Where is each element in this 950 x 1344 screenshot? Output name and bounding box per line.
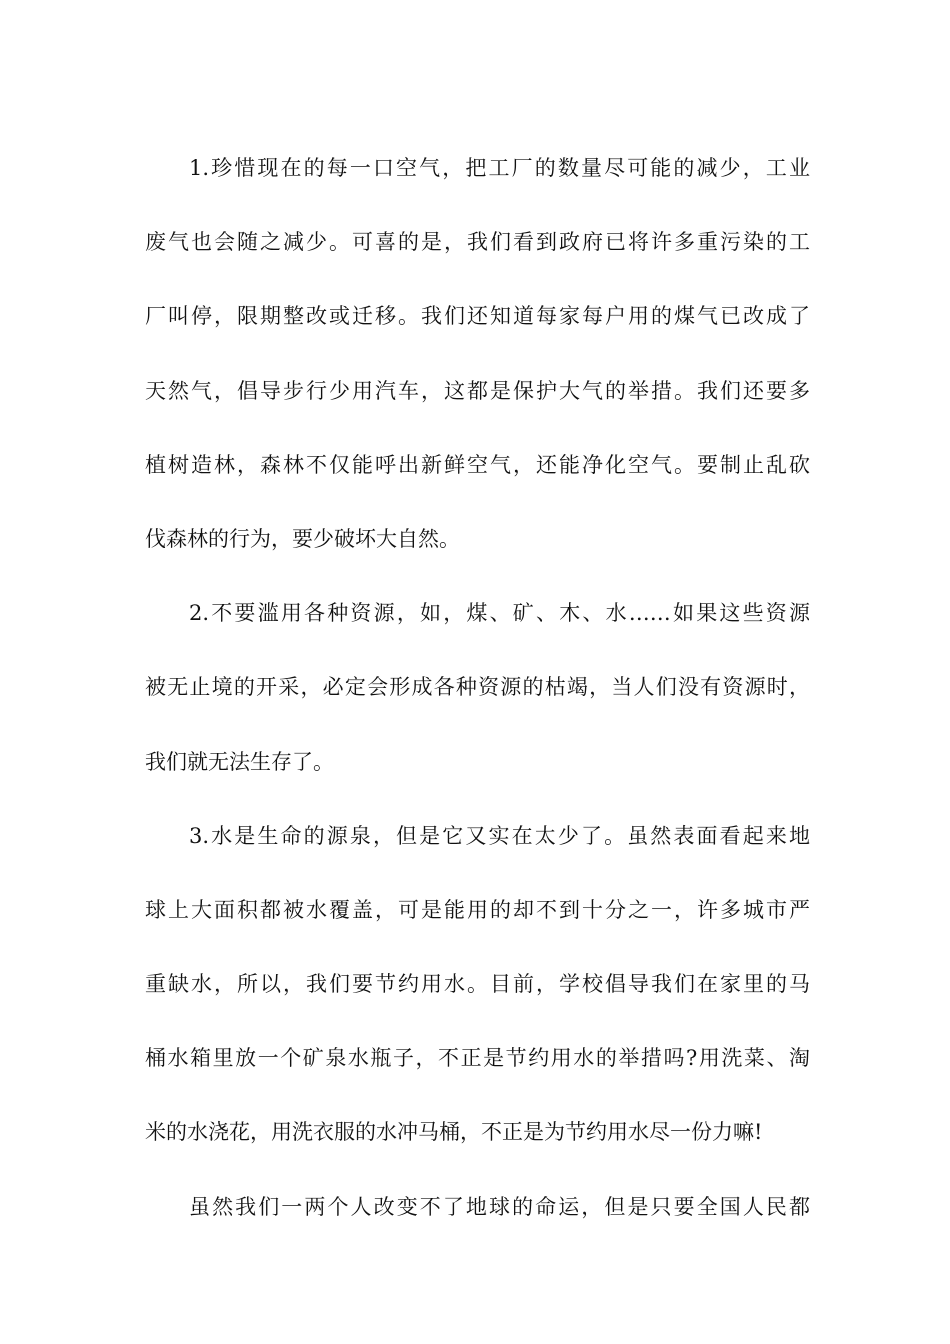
- text-line: 虽然我们一两个人改变不了地球的命运，但是只要全国人民都: [189, 1194, 810, 1219]
- text-line: 米的水浇花，用洗衣服的水冲马桶，不正是为节约用水尽一份力嘛!: [145, 1120, 763, 1145]
- text-line: 2.不要滥用各种资源，如，煤、矿、木、水……如果这些资源: [189, 601, 810, 626]
- text-line: 桶水箱里放一个矿泉水瓶子，不正是节约用水的举措吗?用洗菜、淘: [145, 1046, 810, 1071]
- text-line: 球上大面积都被水覆盖，可是能用的却不到十分之一，许多城市严: [145, 897, 810, 922]
- text-line: 我们就无法生存了。: [145, 749, 334, 774]
- paragraph-resources: [145, 576, 810, 799]
- text-line: 天然气，倡导步行少用汽车，这都是保护大气的举措。我们还要多: [145, 378, 810, 403]
- text-line: 3.水是生命的源泉，但是它又实在太少了。虽然表面看起来地: [189, 823, 810, 848]
- text-line: 植树造林，森林不仅能呼出新鲜空气，还能净化空气。要制止乱砍: [145, 452, 810, 477]
- text-line: 重缺水，所以，我们要节约用水。目前，学校倡导我们在家里的马: [145, 972, 810, 997]
- text-line: 1.珍惜现在的每一口空气，把工厂的数量尽可能的减少，工业: [189, 156, 810, 180]
- text-line: 废气也会随之减少。可喜的是，我们看到政府已将许多重污染的工: [145, 230, 810, 255]
- text-line: 被无止境的开采，必定会形成各种资源的枯竭，当人们没有资源时，: [145, 675, 810, 700]
- paragraph-water: [145, 799, 810, 1170]
- text-line: 伐森林的行为，要少破坏大自然。: [145, 526, 460, 551]
- paragraph-air: [145, 131, 810, 576]
- paragraph-conclusion: [145, 1170, 810, 1244]
- document-body: [145, 131, 810, 1244]
- text-line: 厂叫停，限期整改或迁移。我们还知道每家每户用的煤气已改成了: [145, 304, 810, 329]
